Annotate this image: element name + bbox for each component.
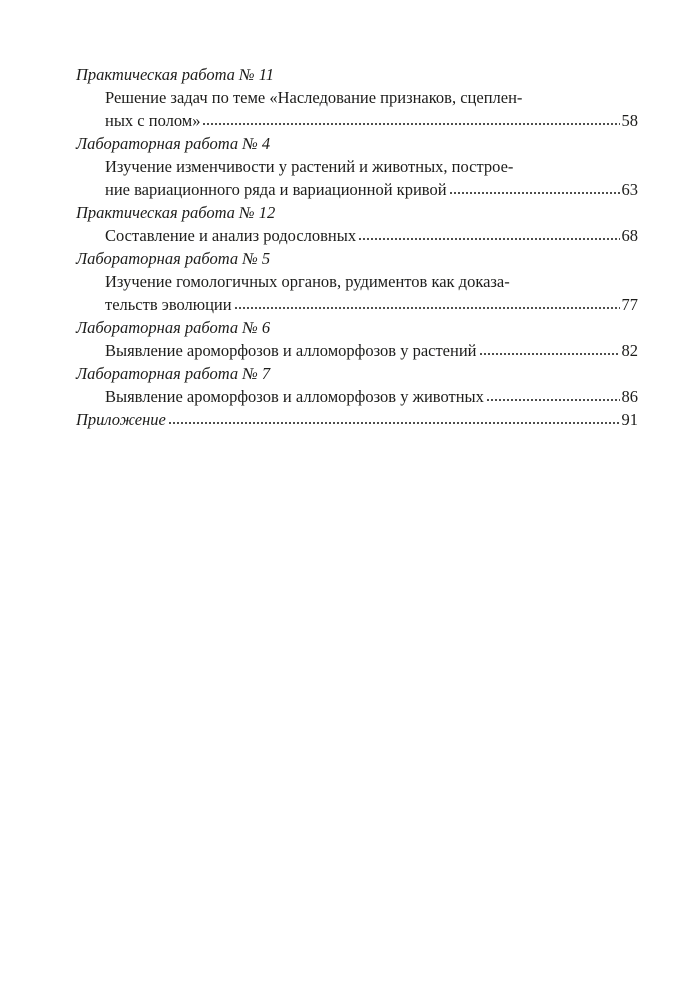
- dot-leader: [358, 226, 619, 241]
- toc-entry-title: Практическая работа № 12: [76, 203, 276, 222]
- toc-entry-title: Лабораторная работа № 6: [76, 318, 271, 337]
- toc-entry-line: [76, 109, 638, 132]
- dot-leader: [449, 180, 620, 195]
- toc-entry-title: Практическая работа № 11: [76, 65, 275, 84]
- toc-entry-description: Составление и анализ родословных: [105, 226, 357, 245]
- toc-entry-line: [76, 385, 638, 408]
- toc-entry-practical-11: [76, 63, 638, 132]
- toc-entry-description: Решение задач по теме «Наследование признаков, сцеплен-: [105, 88, 523, 107]
- dot-leader: [202, 111, 619, 126]
- page-number: 86: [621, 387, 638, 406]
- page-number: 82: [621, 341, 638, 360]
- toc-entry-description: Изучение гомологичных органов, рудиментов как доказа-: [105, 272, 510, 291]
- toc-entry-title: Лабораторная работа № 7: [76, 364, 271, 383]
- toc-entry-description: тельств эволюции: [105, 295, 232, 314]
- toc-entry-description: Изучение изменчивости у растений и животных, построе-: [105, 157, 514, 176]
- toc-entry-line: [76, 293, 638, 316]
- page-number: 91: [621, 410, 638, 429]
- dot-leader: [234, 295, 620, 310]
- page-number: 77: [621, 295, 638, 314]
- toc-entry-line: [76, 178, 638, 201]
- toc-entry-lab-7: [76, 362, 638, 408]
- toc-entry-line: [76, 224, 638, 247]
- toc-entry-line: [76, 408, 638, 431]
- toc-entry-description: Выявление ароморфозов и алломорфозов у животных: [105, 387, 484, 406]
- toc-entry-description: ных с полом»: [105, 111, 201, 130]
- toc-entry-appendix: [76, 408, 638, 431]
- toc-entry-lab-4: [76, 132, 638, 201]
- dot-leader: [479, 341, 620, 356]
- toc-entry-title: Лабораторная работа № 4: [76, 134, 271, 153]
- toc-entry-lab-6: [76, 316, 638, 362]
- toc-entry-description: ние вариационного ряда и вариационной кривой: [105, 180, 447, 199]
- page-number: 68: [621, 226, 638, 245]
- dot-leader: [486, 387, 620, 402]
- toc-entry-title: Лабораторная работа № 5: [76, 249, 271, 268]
- page-number: 58: [621, 111, 638, 130]
- page-number: 63: [621, 180, 638, 199]
- toc-entry-title: Приложение: [76, 410, 166, 429]
- toc-entry-lab-5: [76, 247, 638, 316]
- toc-entry-line: [76, 339, 638, 362]
- toc-entry-description: Выявление ароморфозов и алломорфозов у растений: [105, 341, 477, 360]
- toc-entry-practical-12: [76, 201, 638, 247]
- table-of-contents: [76, 63, 638, 431]
- dot-leader: [168, 410, 620, 425]
